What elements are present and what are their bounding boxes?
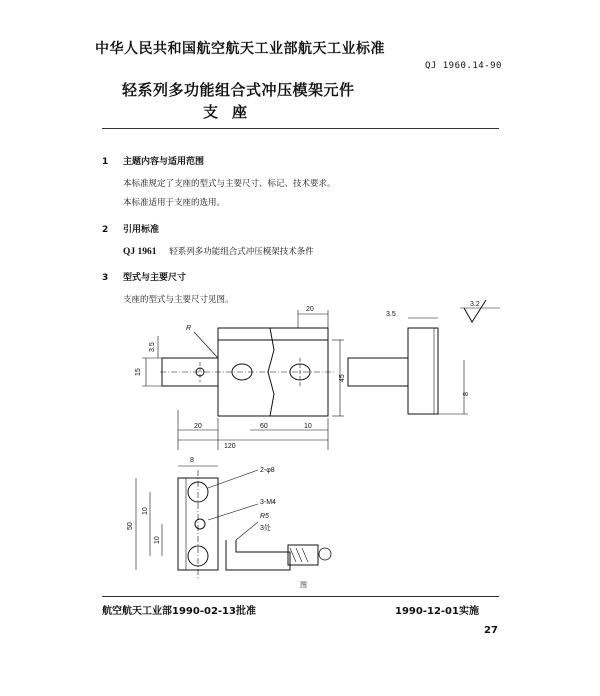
section-3-heading: [102, 270, 186, 283]
section-2-heading: [102, 222, 159, 235]
plan-body: [178, 478, 218, 570]
page-number: 27: [484, 625, 498, 636]
note-places: 3处: [260, 525, 271, 532]
section-3-paragraph: 支座的型式与主要尺寸见图。: [123, 295, 234, 305]
reference-code: QJ 1961: [123, 247, 157, 257]
front-view: [142, 310, 344, 450]
plan-thread-hole: [195, 519, 205, 529]
issuing-organization: 中华人民共和国航空航天工业部航天工业标准: [95, 41, 385, 57]
figure-caption: 图: [300, 582, 307, 589]
side-body: [408, 328, 438, 414]
dim-10-bottom: 10: [304, 423, 312, 430]
section-1-heading: [102, 154, 204, 167]
dim-10-b: 10: [154, 536, 161, 544]
section-1-paragraph-2: 本标准适用于支座的选用。: [123, 198, 226, 208]
dim-120: 120: [224, 443, 236, 450]
standard-code: QJ 1960.14-90: [425, 61, 502, 71]
note-threads: 3-M4: [260, 499, 276, 506]
section-title: 主题内容与适用范围: [123, 157, 205, 167]
dim-3-5-left: 3.5: [149, 342, 156, 352]
front-top-block: [218, 328, 328, 340]
side-view: [348, 300, 500, 414]
dim-15: 15: [135, 368, 142, 376]
section-title: 引用标准: [123, 225, 160, 235]
dim-8-side: 8: [463, 392, 470, 396]
dim-8-plan: 8: [190, 457, 194, 464]
footer-rule: [102, 596, 499, 597]
dim-20-top: 20: [306, 306, 314, 313]
referenced-standard: [123, 245, 314, 257]
side-shaft: [348, 358, 408, 386]
dim-10-a: 10: [142, 507, 149, 515]
section-number: 2: [102, 225, 109, 235]
section-number: 1: [102, 157, 109, 167]
dim-20-bottom: 20: [194, 423, 202, 430]
dim-50: 50: [127, 522, 134, 530]
dim-45: 45: [339, 374, 346, 382]
dim-60: 60: [260, 423, 268, 430]
document-subtitle: 支座: [203, 103, 262, 121]
note-holes: 2-φ8: [260, 467, 275, 474]
dim-3-5-side: 3.5: [386, 311, 396, 318]
plan-view: [136, 466, 331, 578]
support-technical-drawing: [120, 300, 500, 590]
section-title: 型式与主要尺寸: [123, 273, 187, 283]
radius-label: R: [186, 325, 192, 332]
section-1-paragraph-1: 本标准规定了支座的型式与主要尺寸、标记、技术要求。: [123, 179, 336, 189]
reference-title: 轻系列多功能组合式冲压模架技术条件: [169, 247, 314, 257]
roughness-value: 3.2: [470, 301, 480, 308]
section-number: 3: [102, 273, 109, 283]
document-title: 轻系列多功能组合式冲压模架元件: [122, 81, 355, 99]
section-block: [288, 545, 318, 565]
effective-date: 1990-12-01实施: [395, 606, 479, 617]
plan-bracket: [226, 540, 290, 570]
front-body: [218, 340, 328, 416]
approval-date: 航空航天工业部1990-02-13批准: [102, 606, 256, 617]
header-rule: [102, 128, 499, 129]
note-r5: R5: [260, 513, 269, 520]
